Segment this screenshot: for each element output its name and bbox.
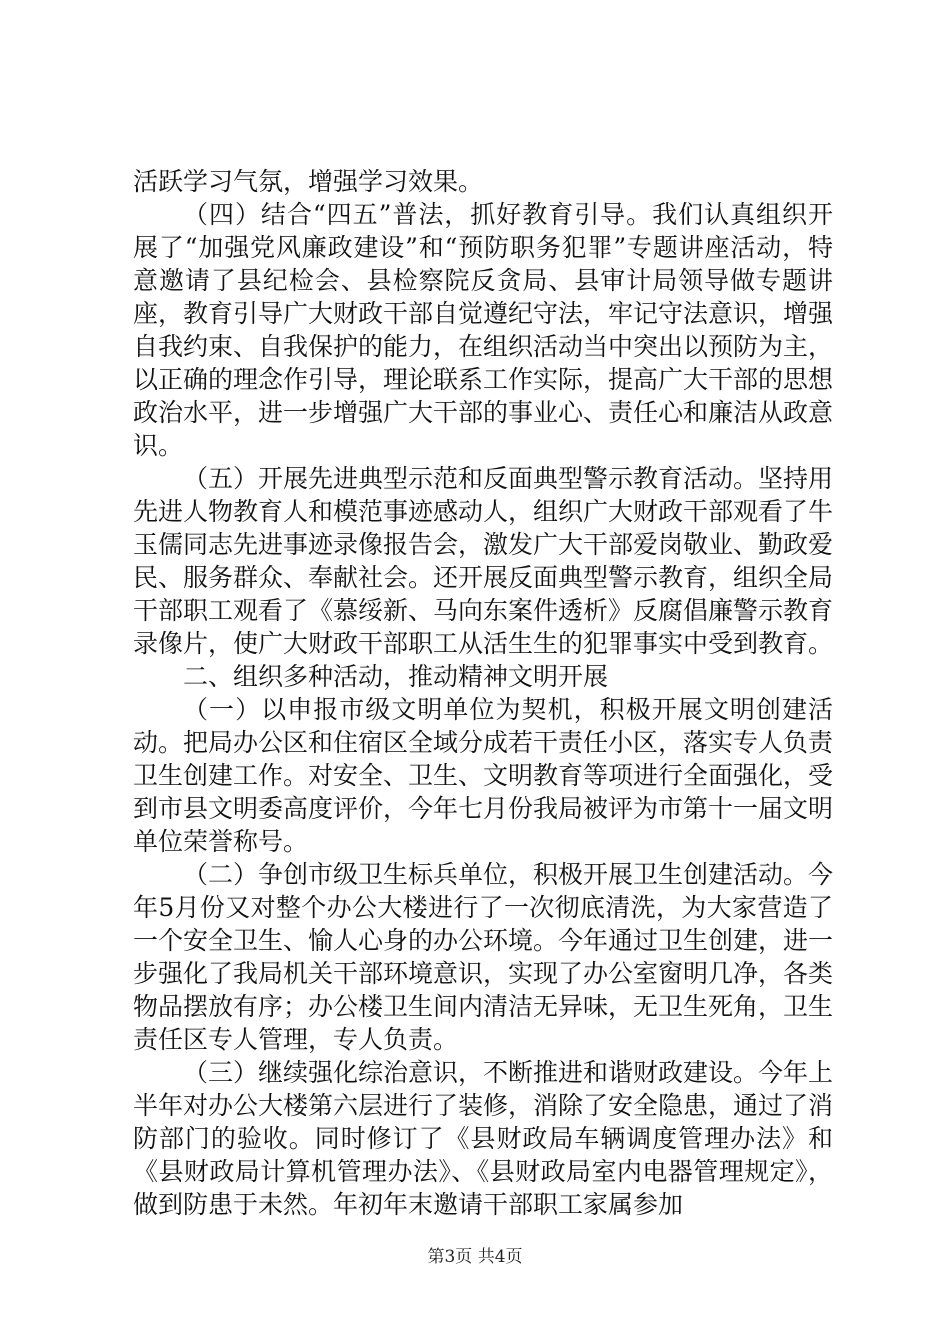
paragraph-section-5: （五）开展先进典型示范和反面典型警示教育活动。坚持用先进人物教育人和模范事迹感动人，组织广大财政干部观看了牛玉儒同志先进事迹录像报告会，激发广大干部爱岗敬业、勤政爱民、服务群众、奉献社会。还开展反面典型警示教育，组织全局干部职工观看了《慕绥新、马向东案件透析》反腐倡廉警示教育录像片，使广大财政干部职工从活生生的犯罪事实中受到教育。 — [133, 464, 834, 658]
paragraph-part2-item-2: （二）争创市级卫生标兵单位，积极开展卫生创建活动。今年5月份又对整个办公大楼进行了一次彻底清洗，为大家营造了一个安全卫生、愉人心身的办公环境。今年通过卫生创建，进一步强化了我局机关干部环境意识，实现了办公室窗明几净，各类物品摆放有序；办公楼卫生间内清洁无异味，无卫生死角，卫生责任区专人管理，专人负责。 — [133, 860, 834, 1054]
heading-part-2: 二、组织多种活动，推动精神文明开展 — [183, 662, 609, 691]
paragraph-part2-item-1: （一）以申报市级文明单位为契机，积极开展文明创建活动。把局办公区和住宿区全域分成若干责任小区，落实专人负责卫生创建工作。对安全、卫生、文明教育等项进行全面强化，受到市县文明委高度评价，今年七月份我局被评为市第十一届文明单位荣誉称号。 — [133, 695, 834, 856]
page-number-footer: 第3页 共4页 — [427, 1247, 523, 1267]
paragraph-section-4: （四）结合“四五”普法，抓好教育引导。我们认真组织开展了“加强党风廉政建设”和“预防职务犯罪”专题讲座活动，特意邀请了县纪检会、县检察院反贪局、县审计局领导做专题讲座，教育引导广大财政干部自觉遵纪守法，牢记守法意识，增强自我约束、自我保护的能力，在组织活动当中突出以预防为主，以正确的理念作引导，理论联系工作实际，提高广大干部的思想政治水平，进一步增强广大干部的事业心、责任心和廉洁从政意识。 — [133, 200, 834, 460]
document-body — [133, 165, 833, 1221]
paragraph-continuation: 活跃学习气氛，增强学习效果。 — [133, 167, 484, 196]
paragraph-part2-item-3: （三）继续强化综治意识，不断推进和谐财政建设。今年上半年对办公大楼第六层进行了装修，消除了安全隐患，通过了消防部门的验收。同时修订了《县财政局车辆调度管理办法》和《县财政局计算机管理办法》、《县财政局室内电器管理规定》，做到防患于未然。年初年末邀请干部职工家属参加 — [133, 1058, 834, 1219]
